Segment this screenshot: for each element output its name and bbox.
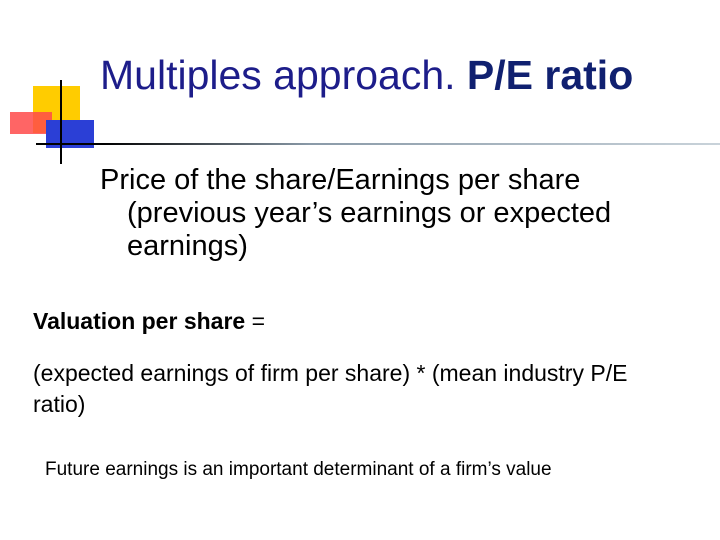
valuation-line bbox=[33, 306, 265, 336]
main-bullet-line2: (previous year’s earnings or expected earnings) bbox=[127, 197, 612, 262]
note-text: Future earnings is an important determinant of a firm’s value bbox=[45, 459, 552, 480]
valuation-formula: (expected earnings of firm per share) * (mean industry P/E ratio) bbox=[33, 360, 628, 417]
main-bullet bbox=[100, 164, 700, 263]
title-underline bbox=[36, 143, 720, 145]
decorative-vertical-line bbox=[60, 80, 62, 164]
valuation-equals: = bbox=[245, 308, 266, 334]
main-bullet-line1: Price of the share/Earnings per share bbox=[100, 164, 581, 196]
slide-title bbox=[100, 50, 633, 100]
slide-title-regular: Multiples approach. bbox=[100, 52, 467, 98]
slide-title-bold: P/E ratio bbox=[466, 52, 634, 98]
valuation-label: Valuation per share bbox=[33, 308, 246, 334]
